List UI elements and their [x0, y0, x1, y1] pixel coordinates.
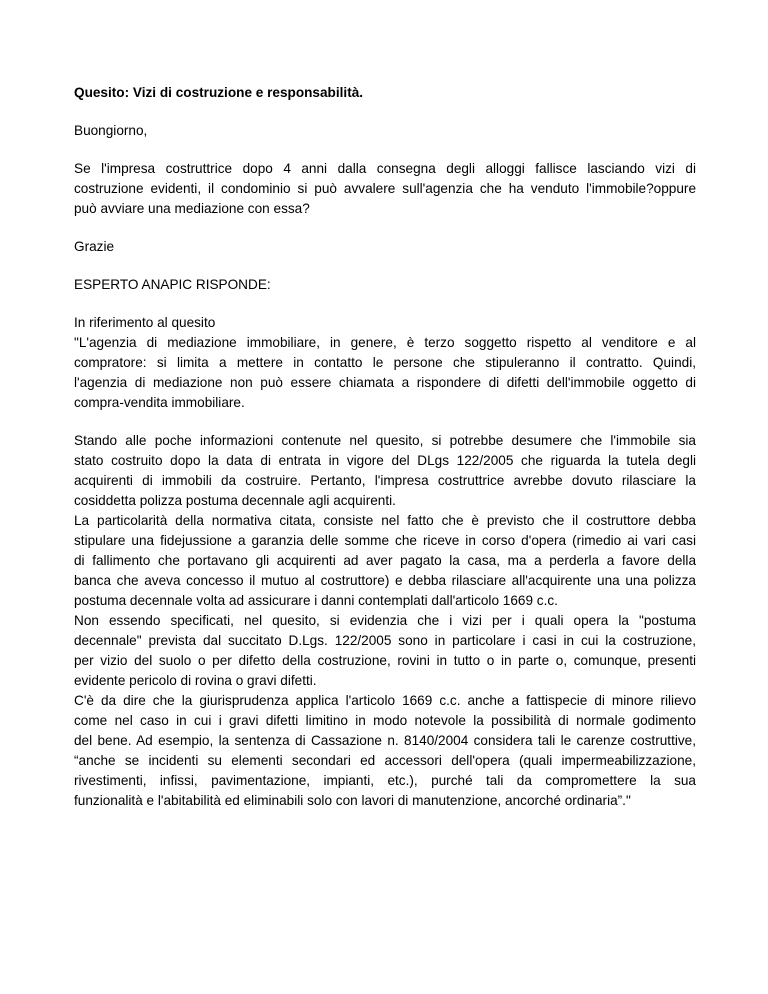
answer-body-line: funzionalità e l'abitabilità ed eliminabili solo con lavori di manutenzione, ancorché ordinaria”." — [74, 793, 631, 808]
answer-body-line: di fallimento che portavano gli acquirenti ad aver pagato la casa, ma a perderla a favore della — [74, 553, 696, 568]
question-paragraph — [74, 159, 696, 219]
answer-body-line: stato costruito dopo la data di entrata in vigore del DLgs 122/2005 che riguarda la tutela degli — [74, 453, 696, 468]
answer-body-line: del bene. Ad esempio, la sentenza di Cassazione n. 8140/2004 considera tali le carenze costruttive, — [74, 733, 696, 748]
document-page — [74, 83, 696, 829]
answer-body-line: rivestimenti, infissi, pavimentazione, impianti, etc.), purché tali da compromettere la sua — [74, 773, 696, 788]
answer-intro-line: "L'agenzia di mediazione immobiliare, in genere, è terzo soggetto rispetto al venditore e al — [74, 335, 696, 350]
answer-intro-line: l'agenzia di mediazione non può essere chiamata a rispondere di difetti dell'immobile oggetto di — [74, 375, 696, 390]
answer-body-line: “anche se incidenti su elementi secondari ed accessori dell'opera (quali impermeabilizzazione, — [74, 753, 696, 768]
question-line: può avviare una mediazione con essa? — [74, 201, 310, 216]
question-line: costruzione evidenti, il condominio si può avvalere sull'agenzia che ha venduto l'immobile?oppure — [74, 181, 696, 196]
answer-body-line: banca che aveva concesso il mutuo al costruttore) e debba rilasciare all'acquirente una una polizza — [74, 573, 696, 588]
answer-body-line: La particolarità della normativa citata, consiste nel fatto che è previsto che il costruttore debba — [74, 513, 696, 528]
answer-body-paragraph — [74, 431, 696, 811]
answer-intro-line: compra-vendita immobiliare. — [74, 395, 245, 410]
document-title: Quesito: Vizi di costruzione e responsabilità. — [74, 85, 364, 100]
answer-body-line: decennale" prevista dal succitato D.Lgs. 122/2005 sono in particolare i casi in cui la costruzione, — [74, 633, 696, 648]
answer-intro-line: In riferimento al quesito — [74, 315, 216, 330]
answer-intro-line: compratore: si limita a mettere in contatto le persone che stipuleranno il contratto. Quindi, — [74, 355, 696, 370]
greeting: Buongiorno, — [74, 123, 148, 138]
answer-body-line: stipulare una fidejussione a garanzia delle somme che riceve in corso d'opera (rimedio ai vari casi — [74, 533, 696, 548]
question-line: Se l'impresa costruttrice dopo 4 anni dalla consegna degli alloggi fallisce lasciando vizi di — [74, 161, 696, 176]
thanks: Grazie — [74, 239, 115, 254]
answer-body-line: C'è da dire che la giurisprudenza applica l'articolo 1669 c.c. anche a fattispecie di minore rilievo — [74, 693, 696, 708]
answer-intro-paragraph — [74, 313, 696, 413]
answer-body-line: postuma decennale volta ad assicurare i danni contemplati dall'articolo 1669 c.c. — [74, 593, 558, 608]
answer-body-line: acquirenti di immobili da costruire. Pertanto, l'impresa costruttrice avrebbe dovuto rilasciare la — [74, 473, 696, 488]
answer-body-line: Stando alle poche informazioni contenute nel quesito, si potrebbe desumere che l'immobile sia — [74, 433, 696, 448]
expert-heading: ESPERTO ANAPIC RISPONDE: — [74, 277, 271, 292]
answer-body-line: Non essendo specificati, nel quesito, si evidenzia che i vizi per i quali opera la "postuma — [74, 613, 696, 628]
answer-body-line: per vizio del suolo o per difetto della costruzione, rovini in tutto o in parte o, comunque, presenti — [74, 653, 696, 668]
answer-body-line: cosiddetta polizza postuma decennale agli acquirenti. — [74, 493, 396, 508]
answer-body-line: evidente pericolo di rovina o gravi difetti. — [74, 673, 317, 688]
answer-body-line: come nel caso in cui i gravi difetti limitino in modo notevole la possibilità di normale godimento — [74, 713, 696, 728]
